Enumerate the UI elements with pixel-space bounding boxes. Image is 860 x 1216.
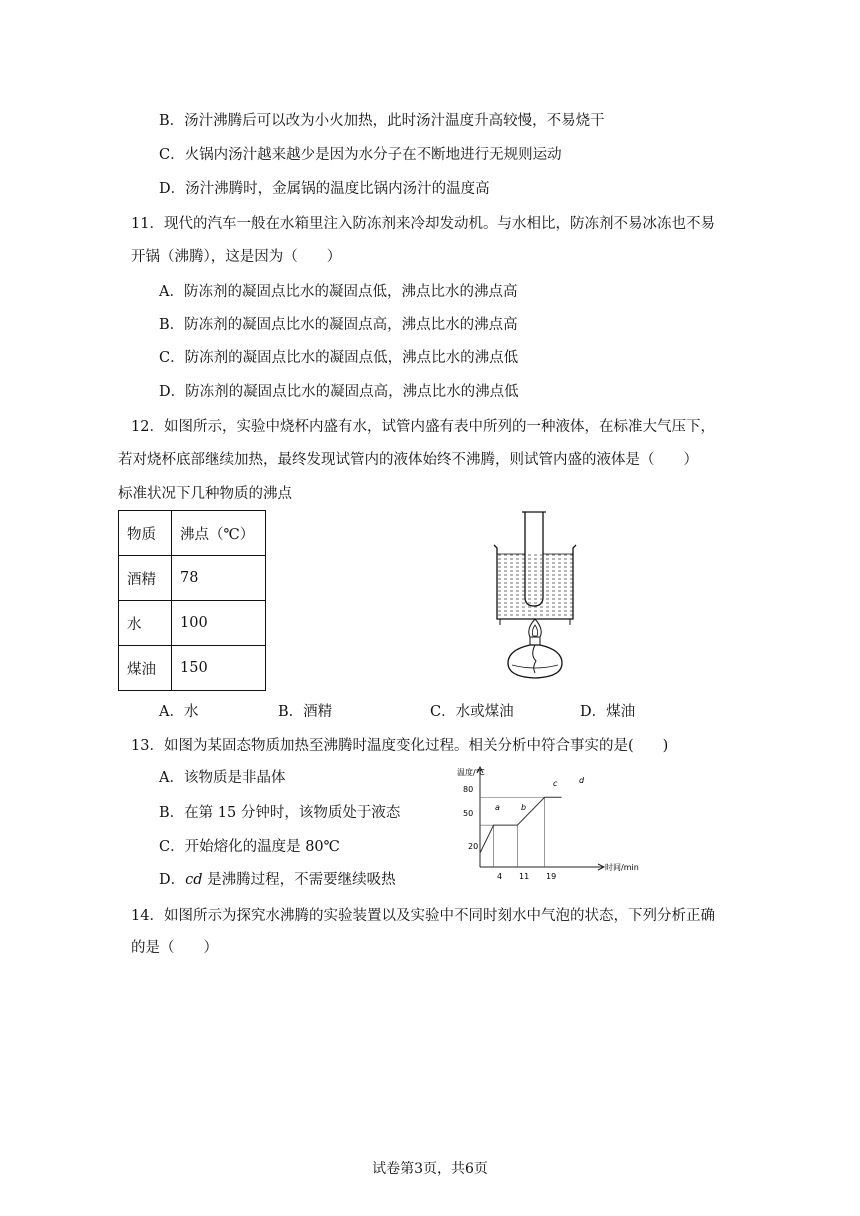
y-tick-label: 80 [463, 785, 474, 794]
table-header-cell: 物质 [119, 511, 172, 556]
q13-option-b: B．在第 15 分钟时，该物质处于液态 [159, 805, 401, 821]
q11-option-a: A．防冻剂的凝固点比水的凝固点低，沸点比水的沸点高 [159, 284, 518, 300]
x-tick-label: 4 [497, 872, 503, 881]
point-label-d: d [579, 776, 585, 785]
table-row [119, 556, 266, 601]
point-label-b: b [521, 803, 527, 812]
table-cell: 煤油 [119, 646, 172, 691]
boiling-point-table [118, 510, 266, 691]
q12-option-d: D．煤油 [580, 704, 636, 720]
q14-stem-line2: 的是（ ） [131, 940, 218, 956]
q12-stem-line2: 若对烧杯底部继续加热，最终发现试管内的液体始终不沸腾，则试管内盛的液体是（ ） [118, 452, 698, 468]
q14-stem-line1: 14．如图所示为探究水沸腾的实验装置以及实验中不同时刻水中气泡的状态，下列分析正确 [131, 908, 715, 924]
table-row [119, 601, 266, 646]
q10-option-c: C．火锅内汤汁越来越少是因为水分子在不断地进行无规则运动 [159, 147, 562, 163]
table-row [119, 646, 266, 691]
x-tick-label: 11 [519, 872, 530, 881]
q13-option-d-prefix: D． [159, 872, 186, 888]
table-row [119, 511, 266, 556]
q12-stem-line1: 12．如图所示，实验中烧杯内盛有水，试管内盛有表中所列的一种液体，在标准大气压下， [131, 419, 715, 435]
q12-option-a: A．水 [159, 704, 199, 720]
q10-option-b: B．汤汁沸腾后可以改为小火加热，此时汤汁温度升高较慢，不易烧干 [159, 113, 605, 129]
y-tick-label: 20 [468, 842, 479, 851]
page-footer: 试卷第3页，共6页 [372, 1161, 488, 1177]
beaker-testtube-apparatus-figure [480, 505, 590, 685]
q12-option-b: B．酒精 [278, 704, 333, 720]
q13-option-d-text: 是沸腾过程，不需要继续吸热 [202, 872, 396, 888]
temperature-time-graph [455, 763, 645, 885]
q12-table-caption: 标准状况下几种物质的沸点 [118, 486, 292, 502]
q10-option-d: D．汤汁沸腾时，金属锅的温度比锅内汤汁的温度高 [159, 181, 490, 197]
q13-option-d-italic: cd [185, 872, 203, 888]
q11-stem-line2: 开锅（沸腾），这是因为（ ） [131, 249, 342, 265]
table-header-cell: 沸点（℃） [172, 511, 266, 556]
q11-stem-line1: 11．现代的汽车一般在水箱里注入防冻剂来冷却发动机。与水相比，防冻剂不易冰冻也不易 [131, 216, 715, 232]
table-cell: 150 [172, 646, 266, 691]
q13-stem: 13．如图为某固态物质加热至沸腾时温度变化过程。相关分析中符合事实的是( ) [131, 738, 669, 754]
q13-option-c: C．开始熔化的温度是 80℃ [159, 839, 340, 855]
graph-ylabel: 温度/℃ [457, 768, 485, 777]
q11-option-d: D．防冻剂的凝固点比水的凝固点高，沸点比水的沸点低 [159, 384, 519, 400]
table-cell: 酒精 [119, 556, 172, 601]
q11-option-c: C．防冻剂的凝固点比水的凝固点低，沸点比水的沸点低 [159, 350, 519, 366]
q13-option-d [159, 870, 396, 890]
graph-xlabel: 时间/min [605, 863, 639, 872]
q13-option-a: A．该物质是非晶体 [159, 770, 286, 786]
point-label-a: a [495, 803, 500, 812]
y-tick-label: 50 [463, 809, 474, 818]
q11-option-b: B．防冻剂的凝固点比水的凝固点高，沸点比水的沸点高 [159, 317, 518, 333]
q12-option-c: C．水或煤油 [430, 704, 514, 720]
point-label-c: c [553, 779, 558, 788]
table-cell: 水 [119, 601, 172, 646]
x-tick-label: 19 [546, 872, 557, 881]
table-cell: 78 [172, 556, 266, 601]
table-cell: 100 [172, 601, 266, 646]
